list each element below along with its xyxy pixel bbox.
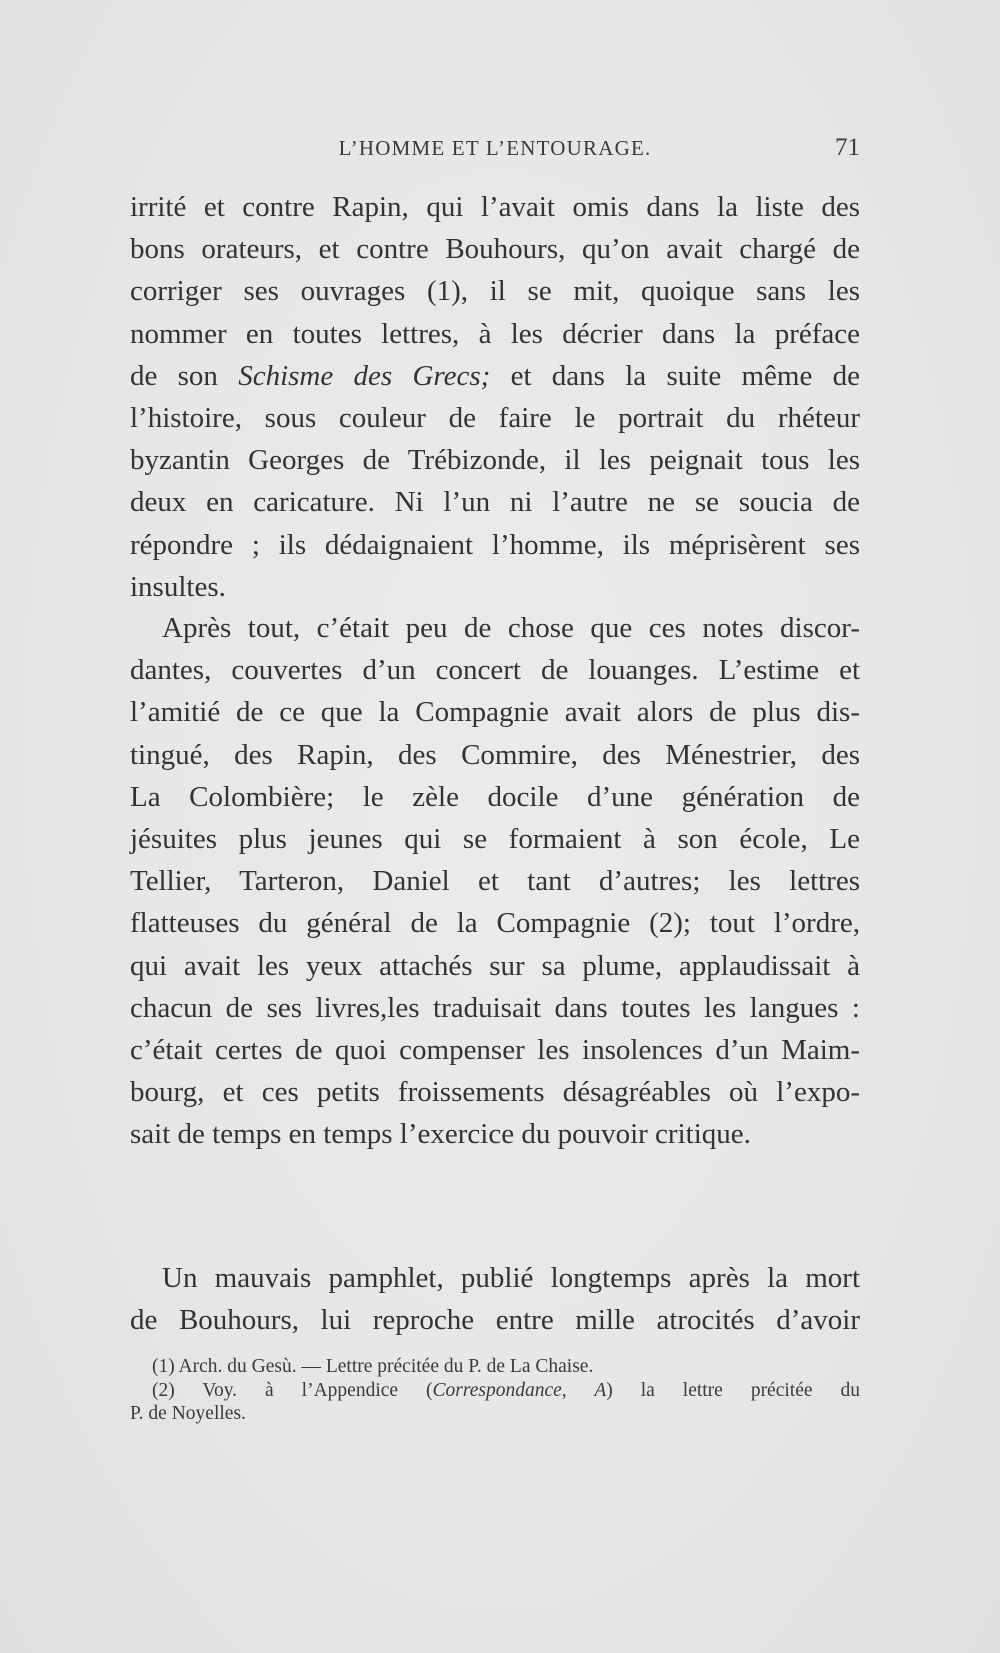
text-line: insultes. <box>130 570 226 603</box>
text-line: corriger ses ouvrages (1), il se mit, quoique sans les <box>130 275 860 308</box>
running-head-title: L’HOMME ET L’ENTOURAGE. <box>338 136 652 160</box>
text-line: sait de temps en temps l’exercice du pouvoir critique. <box>130 1118 751 1151</box>
text-line: bourg, et ces petits froissements désagréables où l’expo- <box>130 1076 860 1109</box>
text-line: flatteuses du général de la Compagnie (2); tout l’ordre, <box>130 907 860 940</box>
text-line: jésuites plus jeunes qui se formaient à son école, Le <box>130 822 860 855</box>
text-line: La Colombière; le zèle docile d’une génération de <box>130 780 860 813</box>
text-line: Après tout, c’était peu de chose que ces notes discor- <box>162 612 860 644</box>
text-line: l’amitié de ce que la Compagnie avait alors de plus dis- <box>130 696 860 729</box>
footnote-1: (1) Arch. du Gesù. — Lettre précitée du P. de La Chaise. <box>152 1356 594 1377</box>
running-head <box>130 136 860 176</box>
book-title-italic: Schisme des Grecs; <box>238 359 491 392</box>
text-line: Un mauvais pamphlet, publié longtemps après la mort <box>162 1262 860 1294</box>
paragraph-1 <box>130 186 860 608</box>
text-line: tingué, des Rapin, des Commire, des Ménestrier, des <box>130 738 860 771</box>
text-line: Tellier, Tarteron, Daniel et tant d’autres; les lettres <box>130 865 860 898</box>
text-line: byzantin Georges de Trébizonde, il les peignait tous les <box>130 444 860 477</box>
text-line: de Bouhours, lui reproche entre mille atrocités d’avoir <box>130 1304 860 1337</box>
footnote-italic: Correspondance, A <box>432 1379 607 1401</box>
paragraph-3 <box>130 1257 860 1341</box>
text-line: deux en caricature. Ni l’un ni l’autre ne se soucia de <box>130 486 860 519</box>
text-line: qui avait les yeux attachés sur sa plume, applaudissait à <box>130 949 860 982</box>
text-span: ) la lettre précitée du <box>606 1379 861 1401</box>
text-span: de son <box>130 359 239 392</box>
text-line: c’était certes de quoi compenser les insolences d’un Maim- <box>130 1033 860 1066</box>
text-line: dantes, couvertes d’un concert de louanges. L’estime et <box>130 654 860 687</box>
text-line: chacun de ses livres,les traduisait dans toutes les langues : <box>130 991 860 1024</box>
page-number: 71 <box>835 134 860 161</box>
text-line: bons orateurs, et contre Bouhours, qu’on avait chargé de <box>130 233 860 266</box>
footnotes <box>130 1355 860 1426</box>
footnote-2-continued: P. de Noyelles. <box>130 1403 246 1424</box>
text-span: et dans la suite même de <box>490 359 860 392</box>
text-line: répondre ; ils dédaignaient l’homme, ils méprisèrent ses <box>130 528 860 561</box>
paragraph-2 <box>130 607 860 1155</box>
text-line: l’histoire, sous couleur de faire le portrait du rhéteur <box>130 401 860 434</box>
text-line: nommer en toutes lettres, à les décrier dans la préface <box>130 317 860 350</box>
text-line: irrité et contre Rapin, qui l’avait omis dans la liste des <box>130 191 860 223</box>
footnote-2 <box>130 1379 860 1403</box>
text-span: (2) Voy. à l’Appendice ( <box>152 1379 433 1401</box>
text-line <box>130 355 860 397</box>
